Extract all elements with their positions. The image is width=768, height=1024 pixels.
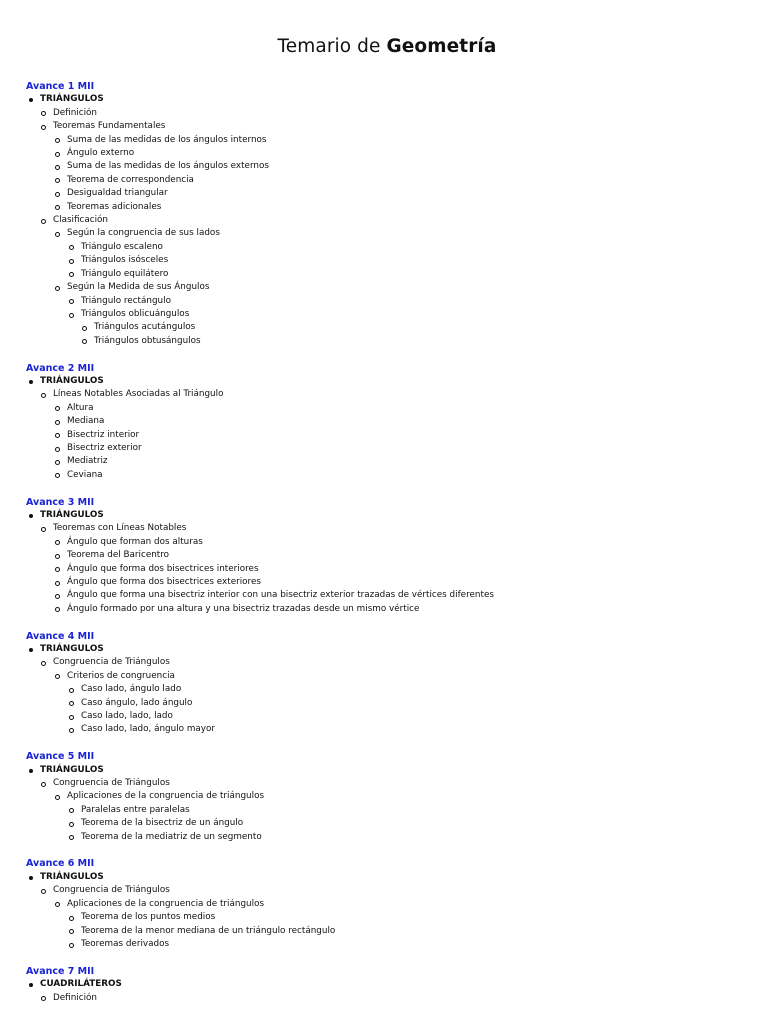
syllabus-section: [26, 630, 748, 737]
list-item: Triángulo rectángulo: [26, 295, 748, 308]
list-item: TRIÁNGULOS: [26, 509, 748, 522]
list-item: Bisectriz interior: [26, 429, 748, 442]
list-item: Teorema de la bisectriz de un ángulo: [26, 817, 748, 830]
list-item: Ángulo externo: [26, 147, 748, 160]
syllabus-section: [26, 80, 748, 348]
list-item: Suma de las medidas de los ángulos externos: [26, 160, 748, 173]
list-item: Congruencia de Triángulos: [26, 777, 748, 790]
section-heading-link[interactable]: Avance 1 MII: [26, 81, 95, 92]
list-item: Teorema de la menor mediana de un triángulo rectángulo: [26, 925, 748, 938]
list-item: Bisectriz exterior: [26, 442, 748, 455]
list-item: Triángulos isósceles: [26, 254, 748, 267]
list-item: CUADRILÁTEROS: [26, 978, 748, 991]
list-item: Según la Medida de sus Ángulos: [26, 281, 748, 294]
list-item: Caso lado, ángulo lado: [26, 683, 748, 696]
list-item: Triángulo equilátero: [26, 268, 748, 281]
section-heading-link[interactable]: Avance 4 MII: [26, 630, 95, 642]
list-item: Ángulo que forman dos alturas: [26, 536, 748, 549]
list-item: Definición: [26, 107, 748, 120]
list-item: Definición: [26, 992, 748, 1005]
list-item: Paralelas entre paralelas: [26, 804, 748, 817]
list-item: Aplicaciones de la congruencia de triángulos: [26, 790, 748, 803]
topic-list: [26, 93, 748, 348]
list-item: Ángulo que forma una bisectriz interior con una bisectriz exterior trazadas de vértices diferentes: [26, 589, 748, 602]
list-item: Triángulos oblicuángulos: [26, 308, 748, 321]
syllabus-section: [26, 857, 748, 951]
section-heading-link[interactable]: Avance 2 MII: [26, 362, 95, 374]
list-item: Teoremas adicionales: [26, 201, 748, 214]
list-item: Teoremas con Líneas Notables: [26, 522, 748, 535]
list-item: Triángulos acutángulos: [26, 321, 748, 334]
list-item: Teorema de los puntos medios: [26, 911, 748, 924]
list-item: TRIÁNGULOS: [26, 93, 748, 106]
topic-list: [26, 978, 748, 1005]
list-item: Clasificación: [26, 214, 748, 227]
list-item: Altura: [26, 402, 748, 415]
list-item: Triángulo escaleno: [26, 241, 748, 254]
list-item: TRIÁNGULOS: [26, 764, 748, 777]
list-item: Congruencia de Triángulos: [26, 656, 748, 669]
list-item: Teorema del Baricentro: [26, 549, 748, 562]
list-item: TRIÁNGULOS: [26, 871, 748, 884]
list-item: Teorema de correspondencia: [26, 174, 748, 187]
list-item: Mediatriz: [26, 455, 748, 468]
list-item: Congruencia de Triángulos: [26, 884, 748, 897]
topic-list: [26, 375, 748, 482]
list-item: Teoremas Fundamentales: [26, 120, 748, 133]
list-item: TRIÁNGULOS: [26, 643, 748, 656]
list-item: TRIÁNGULOS: [26, 375, 748, 388]
list-item: Según la congruencia de sus lados: [26, 227, 748, 240]
section-heading-link[interactable]: Avance 5 MII: [26, 751, 95, 763]
syllabus-sections: [26, 80, 748, 1005]
list-item: Ceviana: [26, 469, 748, 482]
list-item: Mediana: [26, 415, 748, 428]
topic-list: [26, 871, 748, 951]
list-item: Criterios de congruencia: [26, 670, 748, 683]
list-item: Aplicaciones de la congruencia de triángulos: [26, 898, 748, 911]
page-title: [26, 34, 748, 60]
page-title-prefix: Temario de: [277, 36, 381, 57]
list-item: Ángulo que forma dos bisectrices exteriores: [26, 576, 748, 589]
list-item: Triángulos obtusángulos: [26, 335, 748, 348]
section-heading-link[interactable]: Avance 7 MII: [26, 965, 95, 977]
syllabus-section: [26, 750, 748, 844]
syllabus-section: [26, 965, 748, 1005]
section-heading-link[interactable]: Avance 3 MII: [26, 496, 95, 508]
list-item: Caso lado, lado, lado: [26, 710, 748, 723]
syllabus-section: [26, 496, 748, 617]
list-item: Teoremas derivados: [26, 938, 748, 951]
topic-list: [26, 764, 748, 844]
topic-list: [26, 643, 748, 737]
list-item: Líneas Notables Asociadas al Triángulo: [26, 388, 748, 401]
page-title-subject: Geometría: [386, 36, 497, 57]
list-item: Caso ángulo, lado ángulo: [26, 697, 748, 710]
list-item: Desigualdad triangular: [26, 187, 748, 200]
list-item: Teorema de la mediatriz de un segmento: [26, 831, 748, 844]
list-item: Ángulo formado por una altura y una bisectriz trazadas desde un mismo vértice: [26, 603, 748, 616]
topic-list: [26, 509, 748, 616]
list-item: Caso lado, lado, ángulo mayor: [26, 723, 748, 736]
list-item: Ángulo que forma dos bisectrices interiores: [26, 563, 748, 576]
syllabus-section: [26, 362, 748, 483]
list-item: Suma de las medidas de los ángulos internos: [26, 134, 748, 147]
section-heading-link[interactable]: Avance 6 MII: [26, 858, 95, 870]
